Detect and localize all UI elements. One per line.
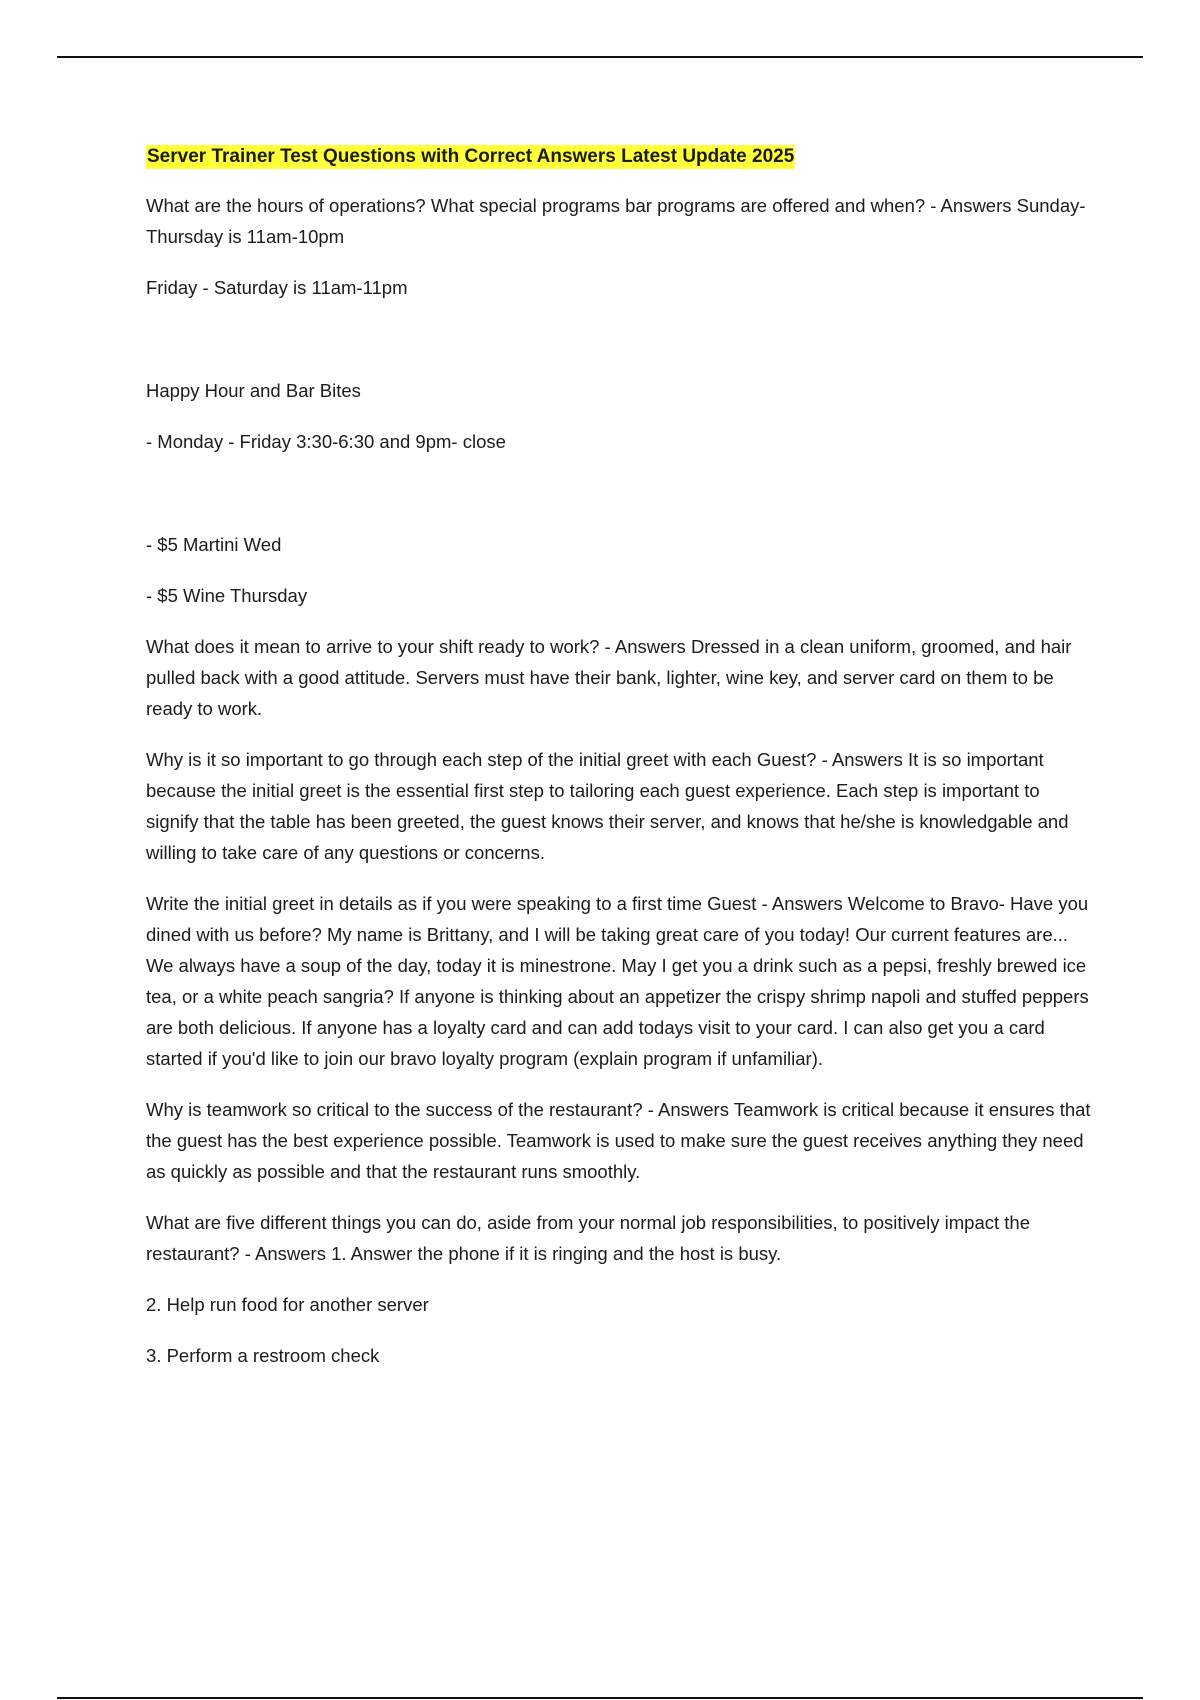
top-rule bbox=[57, 56, 1143, 58]
paragraph-teamwork: Why is teamwork so critical to the success of the restaurant? - Answers Teamwork is critical because it ensures that the guest has the best experience possible. Teamwork is used to make sure the guest receives anything they need as quickly as possible and that the restaurant runs smoothly. bbox=[146, 1099, 1091, 1182]
paragraph-martini: - $5 Martini Wed bbox=[146, 534, 282, 555]
paragraph-happy-hour: Happy Hour and Bar Bites bbox=[146, 380, 361, 401]
paragraph-five-things: What are five different things you can do, aside from your normal job responsibilities, to positively impact the restaurant? - Answers 1. Answer the phone if it is ringing and the host is busy. bbox=[146, 1212, 1030, 1264]
blank-line bbox=[146, 323, 1091, 375]
paragraph-hours-question: What are the hours of operations? What special programs bar programs are offered and when? - Answers Sunday- Thursday is 11am-10pm bbox=[146, 195, 1086, 247]
paragraph-weekend-hours: Friday - Saturday is 11am-11pm bbox=[146, 277, 408, 298]
paragraph-restroom-check: 3. Perform a restroom check bbox=[146, 1345, 380, 1366]
document-title: Server Trainer Test Questions with Correct Answers Latest Update 2025 bbox=[147, 146, 795, 167]
document-body bbox=[146, 145, 1091, 1391]
paragraph-shift-ready: What does it mean to arrive to your shift ready to work? - Answers Dressed in a clean uniform, groomed, and hair pulled back with a good attitude. Servers must have their bank, lighter, wine key, and server card on them to be ready to work. bbox=[146, 636, 1072, 719]
bottom-rule bbox=[57, 1697, 1143, 1699]
paragraph-initial-greet-importance: Why is it so important to go through each step of the initial greet with each Guest? - Answers It is so important because the initial greet is the essential first step to tailoring each guest experience. Each step is important to signify that the table has been greeted, the guest knows their server, and knows that he/she is knowledgable and willing to take care of any questions or concerns. bbox=[146, 749, 1069, 863]
paragraph-initial-greet-details: Write the initial greet in details as if you were speaking to a first time Guest - Answers Welcome to Bravo- Have you dined with us before? My name is Brittany, and I will be taking great care of you today! Our current features are... We always have a soup of the day, today it is minestrone. May I get you a drink such as a pepsi, freshly brewed ice tea, or a white peach sangria? If anyone is thinking about an appetizer the crispy shrimp napoli and stuffed peppers are both delicious. If anyone has a loyalty card and can add todays visit to your card. I can also get you a card started if you'd like to join our bravo loyalty program (explain program if unfamiliar). bbox=[146, 893, 1089, 1069]
blank-line bbox=[146, 477, 1091, 529]
paragraph-happy-hour-times: - Monday - Friday 3:30-6:30 and 9pm- close bbox=[146, 431, 506, 452]
paragraph-run-food: 2. Help run food for another server bbox=[146, 1294, 429, 1315]
paragraph-wine: - $5 Wine Thursday bbox=[146, 585, 308, 606]
